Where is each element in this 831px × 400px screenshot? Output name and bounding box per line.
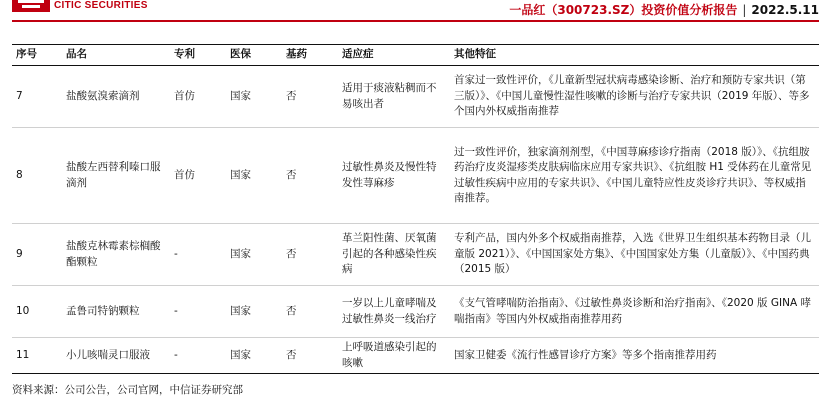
table-header-row [12,45,819,66]
cell-indication: 过敏性鼻炎及慢性特发性荨麻疹 [338,128,450,224]
cell-insurance: 国家 [226,66,282,128]
cell-patent: 首仿 [170,128,226,224]
logo-text: CITIC SECURITIES [54,0,148,11]
report-title [509,1,819,18]
cell-no: 7 [12,66,62,128]
citic-logo [12,0,162,14]
cell-name: 盐酸氨溴索滴剂 [62,66,170,128]
cell-indication: 一岁以上儿童哮喘及过敏性鼻炎一线治疗 [338,286,450,338]
cell-indication: 革兰阳性菌、厌氧菌引起的各种感染性疾病 [338,224,450,286]
cell-insurance: 国家 [226,128,282,224]
cell-patent: - [170,338,226,374]
cell-features: 国家卫健委《流行性感冒诊疗方案》等多个指南推荐用药 [450,338,819,374]
cell-no: 11 [12,338,62,374]
source-note: 资料来源：公司公告，公司官网，中信证券研究部 [12,384,243,396]
cell-essential: 否 [282,286,338,338]
cell-essential: 否 [282,338,338,374]
product-table [12,44,819,374]
cell-features: 专利产品，国内外多个权威指南推荐，入选《世界卫生组织基本药物目录（儿童版 2021）》、《中国国家处方集》、《中国国家处方集（儿童版）》、《中国药典（2015 版） [450,224,819,286]
report-title-text: 一品红（300723.SZ）投资价值分析报告 [509,3,738,17]
cell-name: 孟鲁司特钠颗粒 [62,286,170,338]
table-row [12,66,819,128]
column-header-name: 品名 [62,45,170,66]
cell-essential: 否 [282,128,338,224]
cell-no: 8 [12,128,62,224]
cell-features: 《支气管哮喘防治指南》、《过敏性鼻炎诊断和治疗指南》、《2020 版 GINA 哮喘指南》等国内外权威指南推荐用药 [450,286,819,338]
column-header-essential: 基药 [282,45,338,66]
cell-no: 10 [12,286,62,338]
cell-insurance: 国家 [226,224,282,286]
cell-patent: 首仿 [170,66,226,128]
cell-indication: 适用于痰液粘稠而不易咳出者 [338,66,450,128]
cell-essential: 否 [282,224,338,286]
cell-patent: - [170,224,226,286]
title-separator: | [742,3,747,17]
table-row [12,128,819,224]
cell-features: 首家过一致性评价，《儿童新型冠状病毒感染诊断、治疗和预防专家共识（第三版）》、《中国儿童慢性湿性咳嗽的诊断与治疗专家共识（2019 年版）、等多个国内外权威指南推荐 [450,66,819,128]
report-date: 2022.5.11 [751,3,819,17]
cell-no: 9 [12,224,62,286]
cell-name: 盐酸克林霉素棕榈酸酯颗粒 [62,224,170,286]
cell-insurance: 国家 [226,338,282,374]
column-header-indication: 适应症 [338,45,450,66]
column-header-patent: 专利 [170,45,226,66]
table-row [12,286,819,338]
table-row [12,338,819,374]
report-header [0,0,831,26]
column-header-insurance: 医保 [226,45,282,66]
cell-name: 小儿咳喘灵口服液 [62,338,170,374]
cell-insurance: 国家 [226,286,282,338]
cell-indication: 上呼吸道感染引起的咳嗽 [338,338,450,374]
cell-name: 盐酸左西替利嗪口服滴剂 [62,128,170,224]
cell-features: 过一致性评价，独家滴剂剂型，《中国荨麻疹诊疗指南（2018 版）》、《抗组胺药治疗皮炎湿疹类皮肤病临床应用专家共识》、《抗组胺 H1 受体药在儿童常见过敏性疾病中应用的专家共识》、《中国儿童特应性皮炎诊疗共识》、等权威指南推荐。 [450,128,819,224]
citic-logo-mark-icon [12,0,50,12]
column-header-no: 序号 [12,45,62,66]
cell-essential: 否 [282,66,338,128]
table-row [12,224,819,286]
header-rule [12,20,819,22]
cell-patent: - [170,286,226,338]
column-header-features: 其他特征 [450,45,819,66]
